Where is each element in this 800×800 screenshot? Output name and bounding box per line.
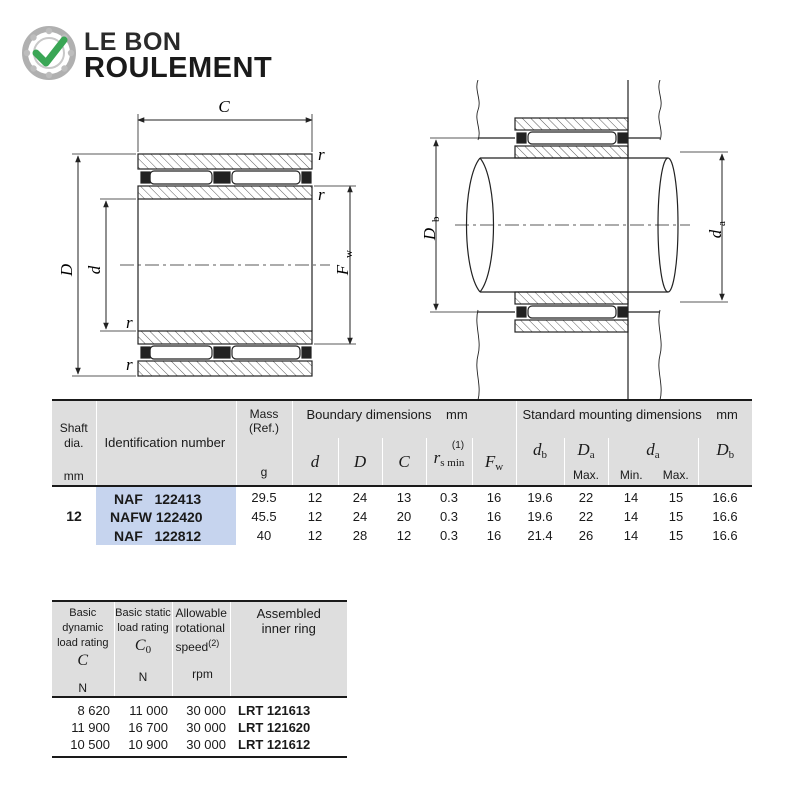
inner-ring-cell: LRT 121613	[238, 703, 311, 718]
d-cell: 12	[292, 486, 338, 507]
Db-cell: 16.6	[698, 486, 752, 507]
dim-Db-label	[420, 216, 442, 241]
Da-max-cell: 26	[578, 528, 594, 543]
svg-text:D: D	[420, 227, 439, 241]
static-load-cell: 10 900	[128, 737, 168, 752]
speed-cell: 30 000	[186, 720, 226, 735]
table-row	[52, 697, 347, 719]
bearing-section-drawing	[72, 114, 356, 376]
dim-C-label: C	[218, 97, 230, 116]
speed-header: Allowable rotational speed$^{(2)}$ rpm	[172, 601, 230, 697]
svg-text:a: a	[716, 221, 728, 226]
brand-line-1: LE BON	[84, 28, 182, 56]
Da-max-cell: 22	[578, 509, 594, 524]
bearing-drawings	[0, 80, 800, 400]
da-max-cell: 15	[668, 528, 684, 543]
C-cell: 13	[382, 486, 426, 507]
db-cell: 19.6	[516, 486, 564, 507]
inner-ring-cell: LRT 121620	[238, 720, 311, 735]
dynamic-load-header: Basic dynamic load rating C N	[52, 601, 114, 697]
load-rating-table	[52, 600, 347, 758]
table-row	[52, 526, 752, 545]
db-cell: 21.4	[527, 528, 553, 543]
bearing-check-icon	[22, 26, 76, 80]
col-rs-header: (1) $r_{s min}$	[426, 438, 472, 486]
dim-Fw-label	[333, 250, 355, 276]
table-row	[52, 736, 347, 757]
mass-cell: 45.5	[251, 509, 277, 524]
rs-cell: 0.3	[439, 509, 459, 524]
dynamic-load-cell: 11 900	[71, 720, 110, 735]
C-cell: 20	[396, 509, 412, 524]
shaft-dia-header: Shaft dia. mm	[52, 400, 96, 486]
col-da-max-header: Max.	[654, 468, 698, 486]
svg-text:d: d	[706, 229, 725, 239]
col-Da-header: $D_a$	[564, 438, 608, 468]
mass-cell: 40	[256, 528, 272, 543]
brand-line-2: ROULEMENT	[84, 52, 273, 84]
col-db-header: $d_b$	[516, 438, 564, 486]
dim-d-label: d	[85, 265, 104, 275]
rs-cell: 0.3	[439, 528, 459, 543]
static-load-header: Basic static load rating C0 N	[114, 601, 172, 697]
svg-text:b: b	[430, 216, 442, 222]
radius-label-bottom-2: r	[126, 355, 133, 374]
radius-label-top-2: r	[318, 185, 325, 204]
ident-cell: NAF 122812	[96, 526, 236, 545]
da-max-cell: 15	[654, 486, 698, 507]
da-min-cell: 14	[608, 486, 654, 507]
ident-cell: NAFW 122420	[96, 507, 236, 526]
boundary-header: Boundary dimensions mm	[292, 400, 516, 438]
D-cell: 24	[352, 509, 368, 524]
inner-ring-cell: LRT 121612	[238, 737, 311, 752]
d-cell: 12	[307, 528, 323, 543]
speed-cell: 30 000	[186, 737, 226, 752]
mounting-drawing	[430, 80, 728, 400]
table-row	[52, 507, 752, 526]
dimensions-table	[52, 399, 752, 545]
da-min-cell: 14	[623, 509, 639, 524]
svg-text:F: F	[333, 264, 352, 276]
D-cell: 28	[352, 528, 368, 543]
ident-header: Identification number	[96, 400, 236, 486]
db-cell: 19.6	[527, 509, 553, 524]
table-row	[52, 486, 752, 507]
static-load-cell: 16 700	[128, 720, 168, 735]
Da-max-cell: 22	[564, 486, 608, 507]
radius-label-bottom-1: r	[126, 313, 133, 332]
col-Da-max-header: Max.	[564, 468, 608, 486]
mass-cell: 29.5	[236, 486, 292, 507]
svg-text:w: w	[343, 250, 355, 258]
static-load-cell: 11 000	[129, 703, 168, 718]
col-da-header: $d_a$	[608, 438, 698, 468]
Db-cell: 16.6	[712, 509, 738, 524]
mounting-header: Standard mounting dimensions mm	[516, 400, 752, 438]
dynamic-load-cell: 8 620	[77, 703, 110, 718]
col-C-header: C	[382, 438, 426, 486]
da-min-cell: 14	[623, 528, 639, 543]
col-Fw-header: $F_w$	[472, 438, 516, 486]
mass-header: Mass (Ref.) g	[236, 400, 292, 486]
Db-cell: 16.6	[712, 528, 738, 543]
inner-ring-header: Assembled inner ring	[230, 601, 347, 697]
d-cell: 12	[307, 509, 323, 524]
col-D-header: D	[338, 438, 382, 486]
ident-cell: NAF 122413	[96, 486, 236, 507]
col-d-header: d	[292, 438, 338, 486]
brand-logo	[22, 26, 302, 86]
shaft-value: 12	[52, 486, 96, 545]
Fw-cell: 16	[486, 509, 502, 524]
col-da-min-header: Min.	[608, 468, 654, 486]
C-cell: 12	[396, 528, 412, 543]
dim-D-label: D	[57, 263, 76, 277]
dynamic-load-cell: 10 500	[70, 737, 110, 752]
dim-da-label	[706, 221, 728, 238]
radius-label-top-1: r	[318, 145, 325, 164]
Fw-cell: 16	[472, 486, 516, 507]
D-cell: 24	[338, 486, 382, 507]
speed-cell: 30 000	[186, 703, 226, 718]
rs-cell: 0.3	[426, 486, 472, 507]
col-Db-header: $D_b$	[698, 438, 752, 486]
Fw-cell: 16	[486, 528, 502, 543]
da-max-cell: 15	[668, 509, 684, 524]
table-row	[52, 719, 347, 736]
